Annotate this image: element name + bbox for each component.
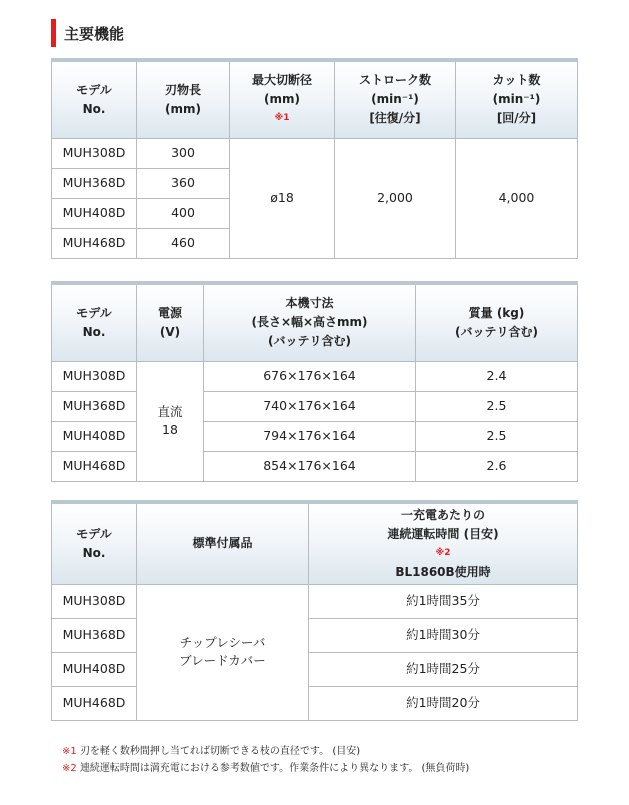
model-cell: MUH408D: [52, 198, 137, 228]
model-cell: MUH368D: [52, 168, 137, 198]
section-title: [51, 18, 124, 48]
model-cell: MUH308D: [52, 138, 137, 168]
model-cell: MUH468D: [52, 451, 137, 481]
cut-count-cell: 4,000: [456, 138, 578, 258]
header-cut-count: カット数 (min⁻¹) [回/分]: [456, 60, 578, 138]
weight-cell: 2.4: [416, 361, 578, 391]
max-cut-diameter-cell: ø18: [230, 138, 335, 258]
model-cell: MUH308D: [52, 361, 137, 391]
spec-table-cutting: [51, 58, 578, 259]
dimensions-cell: 854×176×164: [204, 451, 416, 481]
header-stroke-count: ストローク数 (min⁻¹) [往復/分]: [335, 60, 456, 138]
header-runtime: 一充電あたりの 連続運転時間 (目安) ※2 BL1860B使用時: [309, 502, 578, 584]
runtime-cell: 約1時間30分: [309, 618, 578, 652]
blade-length-cell: 300: [137, 138, 230, 168]
note-mark-1: ※1: [274, 113, 290, 124]
model-cell: MUH468D: [52, 228, 137, 258]
note-mark-2: ※2: [435, 547, 451, 558]
header-weight: 質量 (kg) (バッテリ含む): [416, 283, 578, 361]
model-cell: MUH308D: [52, 584, 137, 618]
header-model: モデル No.: [52, 60, 137, 138]
accessories-cell: チップレシーバ ブレードカバー: [137, 584, 309, 720]
weight-cell: 2.6: [416, 451, 578, 481]
header-model: モデル No.: [52, 283, 137, 361]
footnote-2: ※2 連続運転時間は満充電における参考数値です。作業条件により異なります。 (無負荷時): [62, 763, 470, 774]
model-cell: MUH368D: [52, 391, 137, 421]
weight-cell: 2.5: [416, 421, 578, 451]
runtime-cell: 約1時間20分: [309, 686, 578, 720]
dimensions-cell: 740×176×164: [204, 391, 416, 421]
header-model: モデル No.: [52, 502, 137, 584]
dimensions-cell: 794×176×164: [204, 421, 416, 451]
spec-table-dimensions: [51, 281, 578, 482]
spec-table-runtime: [51, 500, 578, 721]
title-accent-bar: [51, 19, 56, 47]
model-cell: MUH368D: [52, 618, 137, 652]
header-power: 電源 (V): [137, 283, 204, 361]
footnote-1: ※1 刃を軽く数秒間押し当てれば切断できる枝の直径です。 (目安): [62, 746, 361, 757]
header-max-cut-diameter: 最大切断径 (mm) ※1: [230, 60, 335, 138]
stroke-count-cell: 2,000: [335, 138, 456, 258]
footnotes: [62, 743, 469, 777]
blade-length-cell: 400: [137, 198, 230, 228]
weight-cell: 2.5: [416, 391, 578, 421]
model-cell: MUH408D: [52, 421, 137, 451]
header-accessories: 標準付属品: [137, 502, 309, 584]
header-dimensions: 本機寸法 (長さ×幅×高さmm) (バッテリ含む): [204, 283, 416, 361]
header-blade-length: 刃物長 (mm): [137, 60, 230, 138]
page-title: 主要機能: [64, 24, 125, 43]
blade-length-cell: 360: [137, 168, 230, 198]
power-cell: 直流 18: [137, 361, 204, 481]
model-cell: MUH408D: [52, 652, 137, 686]
dimensions-cell: 676×176×164: [204, 361, 416, 391]
runtime-cell: 約1時間35分: [309, 584, 578, 618]
runtime-cell: 約1時間25分: [309, 652, 578, 686]
model-cell: MUH468D: [52, 686, 137, 720]
blade-length-cell: 460: [137, 228, 230, 258]
